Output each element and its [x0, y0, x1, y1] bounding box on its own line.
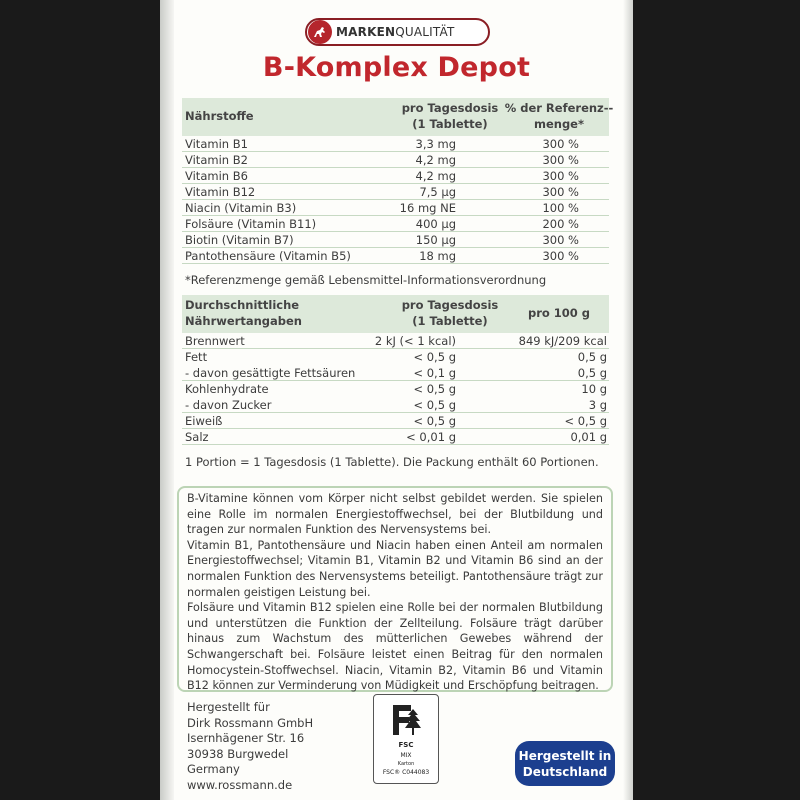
- nutrition-table-header: [182, 295, 609, 333]
- reference-percent: 300 %: [542, 153, 579, 167]
- nutrient-name: Salz: [185, 430, 209, 444]
- fsc-name: FSC: [398, 741, 414, 749]
- reference-percent: 300 %: [542, 169, 579, 183]
- badge-text: MARKENQUALITÄT: [336, 25, 455, 39]
- fsc-label: [373, 694, 439, 784]
- header-tablette-2: (1 Tablette): [412, 314, 488, 328]
- reference-percent: 300 %: [542, 249, 579, 263]
- dose-value: 16 mg NE: [399, 201, 456, 215]
- marken-qualitaet-badge: [305, 18, 490, 46]
- header-naehrstoffe: Nährstoffe: [185, 109, 254, 123]
- dose-value: < 0,5 g: [413, 382, 456, 396]
- fsc-material: Karton: [397, 761, 415, 767]
- per-100g-value: 3 g: [588, 398, 607, 412]
- nutrient-name: Brennwert: [185, 334, 245, 348]
- vitamin-table: [182, 98, 614, 264]
- vitamin-table-header: [182, 98, 614, 136]
- made-in-line: Hergestellt in: [518, 748, 612, 763]
- portion-note: 1 Portion = 1 Tagesdosis (1 Tablette). Die Packung enthält 60 Portionen.: [185, 455, 599, 469]
- nutrient-name: - davon gesättigte Fettsäuren: [185, 366, 356, 380]
- table-row: [182, 365, 609, 381]
- reference-footnote: *Referenzmenge gemäß Lebensmittel-Informationsverordnung: [185, 273, 547, 287]
- header-pro-tagesdosis: pro Tagesdosis: [401, 101, 499, 115]
- product-title: B-Komplex Depot: [262, 52, 531, 83]
- address-line: 30938 Burgwedel: [187, 746, 289, 761]
- nutrient-name: Fett: [185, 350, 208, 364]
- dose-value: < 0,1 g: [413, 366, 456, 380]
- dose-value: 18 mg: [419, 249, 456, 263]
- website-link: www.rossmann.de: [187, 777, 293, 792]
- nutrient-name: - davon Zucker: [185, 398, 272, 412]
- header-referenz: % der Referenz--: [504, 101, 614, 115]
- nutrient-name: Biotin (Vitamin B7): [185, 233, 294, 247]
- table-row: [182, 136, 609, 152]
- table-row: [182, 232, 609, 248]
- header-naehrwertangaben: Nährwertangaben: [185, 314, 302, 328]
- dose-value: 150 µg: [415, 233, 456, 247]
- dose-value: < 0,5 g: [413, 350, 456, 364]
- health-claims-box: [177, 486, 613, 692]
- info-paragraph: Folsäure und Vitamin B12 spielen eine Rolle bei der normalen Blutbildung und unterstützen die Funktion der Zellteilung. Folsäure trägt darüber hinaus zum Wachstum des mütterlichen Gewebes während der Schwangerschaft bei. Folsäure leistet einen Beitrag für den normalen Homocystein-Stoffwechsel. Niacin, Vitamin B2, Vitamin B6 und Vitamin B12 können zur Verminderung von Müdigkeit und Erschöpfung beitragen.: [187, 601, 603, 693]
- dose-value: 400 µg: [415, 217, 456, 231]
- nutrient-name: Folsäure (Vitamin B11): [185, 217, 317, 231]
- info-paragraph: B-Vitamine können vom Körper nicht selbst gebildet werden. Sie spielen eine Rolle im normalen Energiestoffwechsel, bei der Blutbildung und tragen zur normalen Funktion des Nervensystems bei.: [187, 492, 603, 537]
- address-line: Isernhägener Str. 16: [187, 731, 305, 746]
- per-100g-value: < 0,5 g: [564, 414, 607, 428]
- made-in-germany-badge: [515, 741, 615, 786]
- dose-value: < 0,5 g: [413, 414, 456, 428]
- table-row: [182, 152, 609, 168]
- package-back: [160, 0, 633, 800]
- table-row: [182, 397, 609, 413]
- header-menge: menge*: [533, 117, 584, 131]
- table-row: [182, 333, 609, 349]
- per-100g-value: 849 kJ/209 kcal: [518, 334, 607, 348]
- header-tablette: (1 Tablette): [412, 117, 488, 131]
- address-line: Hergestellt für: [187, 700, 270, 714]
- table-row: [182, 429, 609, 445]
- per-100g-value: 0,5 g: [577, 366, 607, 380]
- horse-emblem-icon: [308, 20, 332, 44]
- nutrient-name: Vitamin B6: [185, 169, 248, 183]
- per-100g-value: 0,5 g: [577, 350, 607, 364]
- dose-value: 4,2 mg: [415, 153, 456, 167]
- nutrient-name: Vitamin B2: [185, 153, 248, 167]
- dose-value: 4,2 mg: [415, 169, 456, 183]
- dose-value: 7,5 µg: [419, 185, 456, 199]
- fsc-tree-icon: [374, 701, 438, 743]
- nutrition-table: [182, 295, 609, 445]
- nutrient-name: Vitamin B1: [185, 137, 248, 151]
- reference-percent: 100 %: [542, 201, 579, 215]
- reference-percent: 200 %: [542, 217, 579, 231]
- nutrient-name: Vitamin B12: [185, 185, 256, 199]
- reference-percent: 300 %: [542, 185, 579, 199]
- fsc-code: FSC® C044083: [382, 769, 430, 776]
- table-row: [182, 216, 609, 232]
- nutrient-name: Eiweiß: [185, 414, 223, 428]
- table-row: [182, 184, 609, 200]
- reference-percent: 300 %: [542, 233, 579, 247]
- nutrient-name: Niacin (Vitamin B3): [185, 201, 297, 215]
- header-pro-tagesdosis-2: pro Tagesdosis: [401, 298, 499, 312]
- address-line: Dirk Rossmann GmbH: [187, 715, 314, 730]
- table-row: [182, 200, 609, 216]
- header-durchschnittliche: Durchschnittliche: [185, 298, 300, 312]
- dose-value: 3,3 mg: [415, 137, 456, 151]
- made-in-line: Deutschland: [522, 764, 608, 779]
- address-line: Germany: [187, 762, 240, 777]
- per-100g-value: 10 g: [581, 382, 607, 396]
- reference-percent: 300 %: [542, 137, 579, 151]
- table-row: [182, 248, 609, 264]
- table-row: [182, 381, 609, 397]
- manufacturer-address: [187, 700, 313, 794]
- info-paragraph: Vitamin B1, Pantothensäure und Niacin haben einen Anteil am normalen Energiestoffwechsel; Vitamin B1, Vitamin B2 und Vitamin B6 sind an der normalen Funktion des Nervensystems beteiligt. Pantothensäure trägt zur normalen geistigen Leistung bei.: [187, 538, 603, 599]
- per-100g-value: 0,01 g: [570, 430, 607, 444]
- table-row: [182, 349, 609, 365]
- nutrient-name: Pantothensäure (Vitamin B5): [185, 249, 351, 263]
- nutrient-name: Kohlenhydrate: [185, 382, 269, 396]
- fsc-mix: MIX: [400, 752, 412, 759]
- table-row: [182, 413, 609, 429]
- table-row: [182, 168, 609, 184]
- dose-value: 2 kJ (< 1 kcal): [374, 334, 456, 348]
- dose-value: < 0,5 g: [413, 398, 456, 412]
- dose-value: < 0,01 g: [406, 430, 456, 444]
- header-pro-100g: pro 100 g: [527, 306, 591, 320]
